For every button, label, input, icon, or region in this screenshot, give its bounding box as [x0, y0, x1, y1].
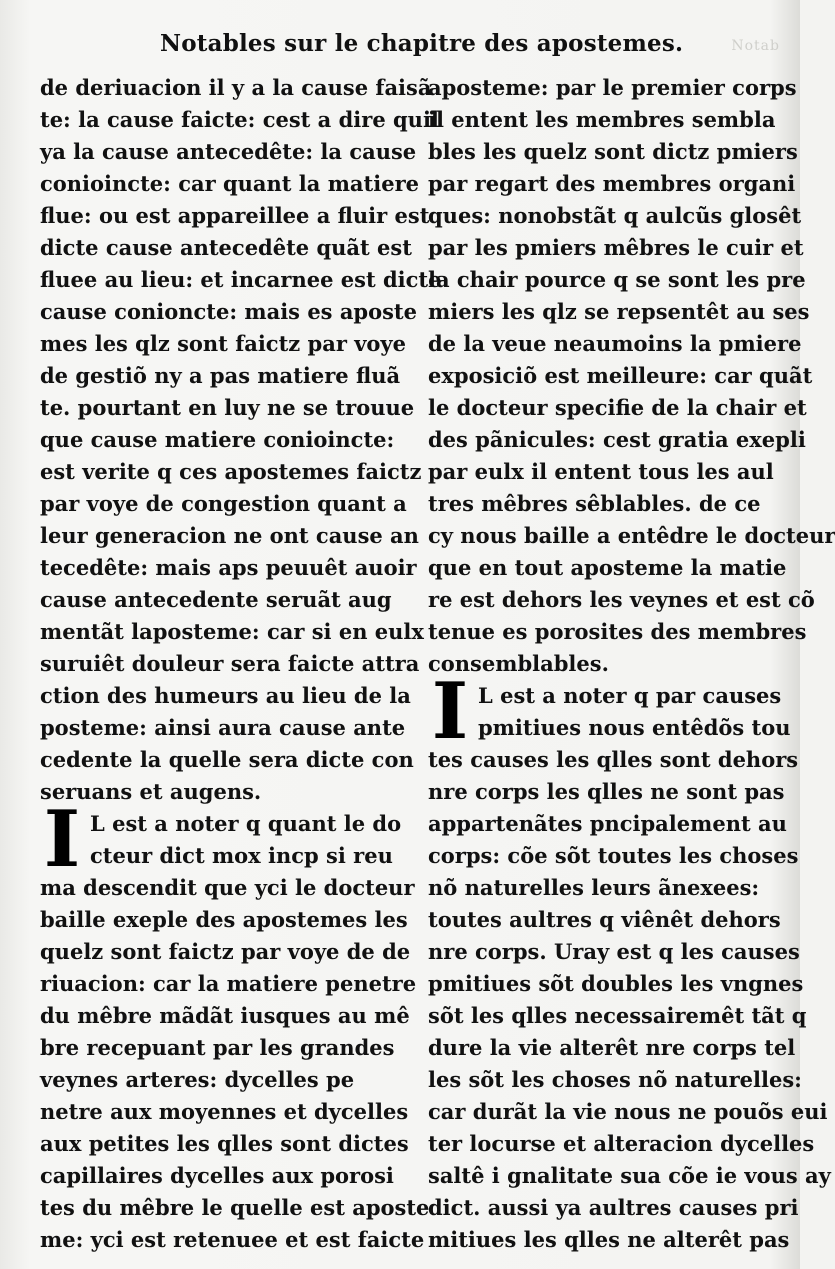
- text-line: conioincte: car quant la matiere: [40, 171, 419, 196]
- text-line: des pãnicules: cest gratia exepli: [428, 427, 806, 452]
- text-line: riuacion: car la matiere penetre: [40, 971, 417, 996]
- text-line: veynes arteres: dycelles pe: [40, 1067, 355, 1092]
- text-line: par eulx il entent tous les aul: [428, 459, 774, 484]
- left-drop-paragraph: [40, 794, 422, 885]
- text-line: exposiciõ est meilleure: car quãt: [428, 363, 813, 388]
- text-line: nre corps les qlles ne sont pas: [428, 779, 785, 804]
- text-line: ques: nonobstãt q aulcũs glosêt: [428, 203, 802, 228]
- text-line: re est dehors les veynes et est cõ: [428, 587, 815, 612]
- left-drop-lines: [40, 794, 422, 885]
- text-line: pmitiues nous entêdõs tou: [478, 715, 791, 740]
- text-line: quelz sont faictz par voye de de: [40, 939, 411, 964]
- text-line: mes les qlz sont faictz par voye: [40, 331, 406, 356]
- text-line: seruans et augens.: [40, 779, 262, 804]
- right-column-text-before: [428, 72, 835, 680]
- text-line: le docteur specifie de la chair et: [428, 395, 807, 420]
- text-line: cy nous baille a entêdre le docteur: [428, 523, 835, 548]
- text-line: bre recepuant par les grandes: [40, 1035, 395, 1060]
- text-line: de la veue neaumoins la pmiere: [428, 331, 802, 356]
- text-line: dure la vie alterêt nre corps tel: [428, 1035, 796, 1060]
- right-drop-paragraph: [428, 666, 793, 757]
- right-column: [428, 72, 835, 1256]
- text-line: ction des humeurs au lieu de la: [40, 683, 411, 708]
- text-line: ma descendit que yci le docteur: [40, 875, 415, 900]
- text-line: appartenãtes pncipalement au: [428, 811, 787, 836]
- text-line: nõ naturelles leurs ãnexees:: [428, 875, 760, 900]
- text-line: L est a noter q quant le do: [90, 811, 402, 836]
- text-line: netre aux moyennes et dycelles: [40, 1099, 409, 1124]
- text-line: sõt les qlles necessairemêt tãt q: [428, 1003, 807, 1028]
- text-line: te: la cause faicte: cest a dire quil: [40, 107, 439, 132]
- right-column-text-after: [428, 744, 831, 1256]
- left-column-text-before: [40, 72, 442, 808]
- left-column-text-after: [40, 872, 430, 1256]
- text-line: tes causes les qlles sont dehors: [428, 747, 799, 772]
- text-line: la chair pource q se sont les pre: [428, 267, 806, 292]
- text-line: capillaires dycelles aux porosi: [40, 1163, 394, 1188]
- text-line: leur generacion ne ont cause an: [40, 523, 419, 548]
- text-line: tecedête: mais aps peuuêt auoir: [40, 555, 417, 580]
- text-line: dicte cause antecedête quãt est: [40, 235, 412, 260]
- text-line: de deriuacion il y a la cause faisã: [40, 75, 432, 100]
- text-line: mentãt laposteme: car si en eulx: [40, 619, 424, 644]
- left-column: [40, 72, 442, 1256]
- right-drop-lines: [428, 666, 793, 757]
- drop-cap-letter: I: [431, 666, 469, 757]
- text-line: car durãt la vie nous ne pouõs eui: [428, 1099, 828, 1124]
- text-line: toutes aultres q viênêt dehors: [428, 907, 781, 932]
- text-line: corps: cõe sõt toutes les choses: [428, 843, 799, 868]
- text-line: baille exeple des apostemes les: [40, 907, 408, 932]
- text-line: mitiues les qlles ne alterêt pas: [428, 1227, 790, 1252]
- text-line: que cause matiere conioincte:: [40, 427, 395, 452]
- text-line: tes du mêbre le quelle est aposte: [40, 1195, 430, 1220]
- text-line: L est a noter q par causes: [478, 683, 782, 708]
- text-line: aux petites les qlles sont dictes: [40, 1131, 409, 1156]
- text-line: cause antecedente seruãt aug: [40, 587, 392, 612]
- text-line: saltê i gnalitate sua cõe ie vous ay: [428, 1163, 831, 1188]
- text-line: ya la cause antecedête: la cause: [40, 139, 417, 164]
- text-line: consemblables.: [428, 651, 609, 676]
- text-line: fluee au lieu: et incarnee est dicte: [40, 267, 442, 292]
- text-line: il entent les membres sembla: [428, 107, 776, 132]
- text-line: flue: ou est appareillee a fluir est: [40, 203, 430, 228]
- text-line: les sõt les choses nõ naturelles:: [428, 1067, 802, 1092]
- text-line: du mêbre mãdãt iusques au mê: [40, 1003, 410, 1028]
- text-line: miers les qlz se repsentêt au ses: [428, 299, 810, 324]
- text-line: dict. aussi ya aultres causes pri: [428, 1195, 799, 1220]
- text-line: que en tout aposteme la matie: [428, 555, 787, 580]
- text-line: par voye de congestion quant a: [40, 491, 407, 516]
- drop-cap-letter: I: [43, 794, 81, 885]
- text-line: tenue es porosites des membres: [428, 619, 807, 644]
- text-line: me: yci est retenuee et est faicte: [40, 1227, 425, 1252]
- text-line: te. pourtant en luy ne se trouue: [40, 395, 415, 420]
- bleed-through-text: Notab: [731, 38, 780, 54]
- text-line: ter locurse et alteracion dycelles: [428, 1131, 815, 1156]
- text-line: par les pmiers mêbres le cuir et: [428, 235, 804, 260]
- text-line: bles les quelz sont dictz pmiers: [428, 139, 798, 164]
- text-line: aposteme: par le premier corps: [428, 75, 797, 100]
- text-line: est verite q ces apostemes faictz: [40, 459, 422, 484]
- text-line: pmitiues sõt doubles les vngnes: [428, 971, 804, 996]
- text-line: cteur dict mox incp si reu: [90, 843, 393, 868]
- text-line: cedente la quelle sera dicte con: [40, 747, 414, 772]
- text-line: tres mêbres sêblables. de ce: [428, 491, 761, 516]
- text-line: de gestiõ ny a pas matiere fluã: [40, 363, 401, 388]
- text-line: par regart des membres organi: [428, 171, 796, 196]
- text-line: nre corps. Uray est q les causes: [428, 939, 800, 964]
- text-line: cause conioncte: mais es aposte: [40, 299, 417, 324]
- text-line: suruiêt douleur sera faicte attra: [40, 651, 420, 676]
- running-header: Notables sur le chapitre des apostemes.: [160, 30, 684, 57]
- text-line: posteme: ainsi aura cause ante: [40, 715, 406, 740]
